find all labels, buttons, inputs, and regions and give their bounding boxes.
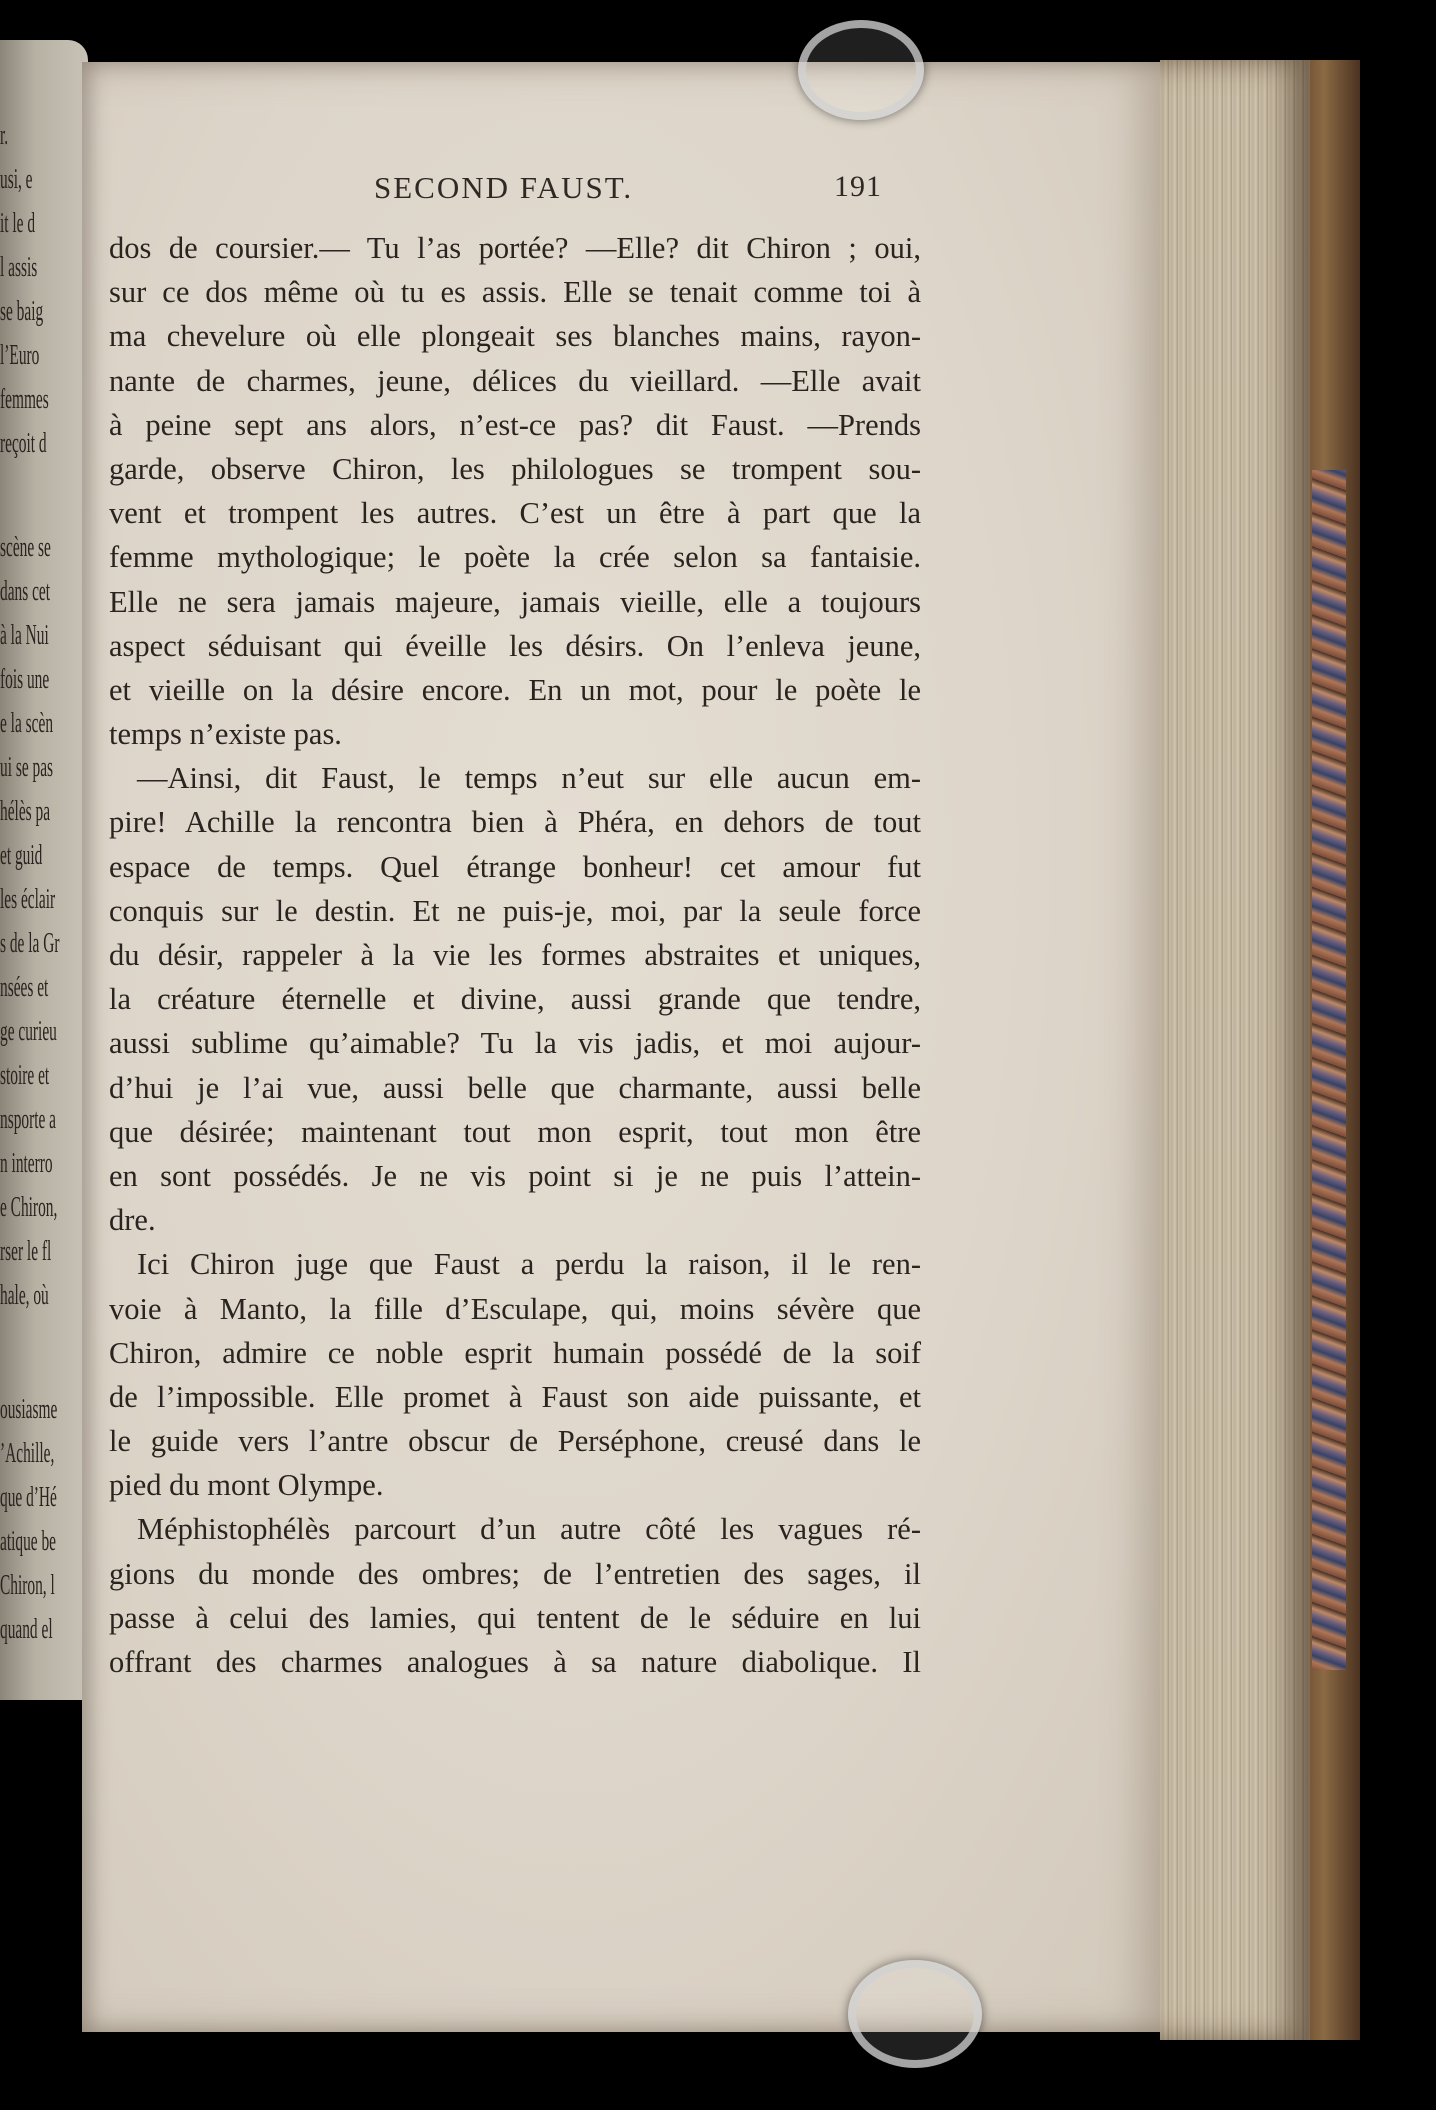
previous-page-edge — [0, 40, 88, 1700]
top-page-clip — [798, 20, 924, 120]
text-line: gions du monde des ombres; de l’entretien des sages, il — [109, 1556, 921, 1591]
previous-page-text-fragment: et guid — [0, 840, 43, 871]
text-line: d’hui je l’ai vue, aussi belle que charmante, aussi belle — [109, 1070, 921, 1105]
previous-page-text-fragment: dans cet — [0, 576, 51, 607]
previous-page-text-fragment: reçoit d — [0, 428, 47, 459]
previous-page-text-fragment: n interro — [0, 1148, 53, 1179]
text-line: pire! Achille la rencontra bien à Phéra, en dehors de tout — [109, 805, 921, 840]
text-line: dre. — [109, 1203, 156, 1238]
previous-page-text-fragment: stoire et — [0, 1060, 50, 1091]
previous-page-text-fragment: que d’Hé — [0, 1482, 57, 1513]
bottom-page-clip — [848, 1960, 982, 2068]
previous-page-text-fragment: atique be — [0, 1526, 57, 1557]
previous-page-text-fragment: ousiasme — [0, 1394, 58, 1425]
text-line: nante de charmes, jeune, délices du vieillard. —Elle avait — [109, 363, 921, 398]
text-line: —Ainsi, dit Faust, le temps n’eut sur elle aucun em- — [137, 761, 921, 796]
previous-page-text-fragment: fois une — [0, 664, 50, 695]
previous-page-text-fragment: l assis — [0, 252, 38, 283]
previous-page-text-fragment: it le d — [0, 208, 36, 239]
previous-page-text-fragment: nsporte a — [0, 1104, 57, 1135]
previous-page-text-fragment: quand el — [0, 1614, 53, 1645]
text-line: la créature éternelle et divine, aussi grande que tendre, — [109, 982, 921, 1017]
previous-page-text-fragment: se baig — [0, 296, 44, 327]
previous-page-text-fragment: usi, e — [0, 164, 33, 195]
previous-page-text-fragment: ui se pas — [0, 752, 54, 783]
previous-page-text-fragment: e Chiron, — [0, 1192, 58, 1223]
previous-page-text-fragment: à la Nui — [0, 620, 49, 651]
previous-page-text-fragment: r. — [0, 120, 9, 151]
text-line: aussi sublime qu’aimable? Tu la vis jadis, et moi aujour- — [109, 1026, 921, 1061]
previous-page-text-fragment: nsées et — [0, 972, 49, 1003]
text-line: espace de temps. Quel étrange bonheur! cet amour fut — [109, 849, 921, 884]
marbled-endpaper — [1312, 470, 1346, 1670]
text-line: en sont possédés. Je ne vis point si je ne puis l’attein- — [109, 1158, 921, 1193]
text-line: pied du mont Olympe. — [109, 1468, 384, 1503]
text-line: et vieille on la désire encore. En un mot, pour le poète le — [109, 672, 921, 707]
text-line: Ici Chiron juge que Faust a perdu la raison, il le ren- — [137, 1247, 921, 1282]
text-line: femme mythologique; le poète la crée selon sa fantaisie. — [109, 540, 921, 575]
text-line: passe à celui des lamies, qui tentent de le séduire en lui — [109, 1600, 921, 1635]
text-line: de l’impossible. Elle promet à Faust son aide puissante, et — [109, 1379, 921, 1414]
text-line: voie à Manto, la fille d’Esculape, qui, moins sévère que — [109, 1291, 921, 1326]
previous-page-text-fragment: rser le fl — [0, 1236, 52, 1267]
text-line: Méphistophélès parcourt d’un autre côté les vagues ré- — [137, 1512, 921, 1547]
page-number: 191 — [834, 170, 882, 203]
text-line: ma chevelure où elle plongeait ses blanches mains, rayon- — [109, 319, 921, 354]
page-block-edges — [1160, 60, 1310, 2040]
text-line: vent et trompent les autres. C’est un être à part que la — [109, 496, 921, 531]
text-line: conquis sur le destin. Et ne puis-je, moi, par la seule force — [109, 893, 921, 928]
text-line: Elle ne sera jamais majeure, jamais vieille, elle a toujours — [109, 584, 921, 619]
text-line: Chiron, admire ce noble esprit humain possédé de la soif — [109, 1335, 921, 1370]
running-head: SECOND FAUST. — [374, 170, 634, 205]
text-line: sur ce dos même où tu es assis. Elle se tenait comme toi à — [109, 275, 921, 310]
previous-page-text-fragment: femmes — [0, 384, 49, 415]
text-line: dos de coursier.— Tu l’as portée? —Elle? dit Chiron ; oui, — [109, 231, 921, 265]
text-line: à peine sept ans alors, n’est-ce pas? dit Faust. —Prends — [109, 407, 921, 442]
text-line: garde, observe Chiron, les philologues se trompent sou- — [109, 451, 921, 486]
text-line: que désirée; maintenant tout mon esprit, tout mon être — [109, 1114, 921, 1149]
text-line: le guide vers l’antre obscur de Perséphone, creusé dans le — [109, 1424, 921, 1459]
text-line: offrant des charmes analogues à sa nature diabolique. Il — [109, 1645, 921, 1679]
previous-page-text-fragment: Chiron, l — [0, 1570, 55, 1601]
previous-page-text-fragment: les éclair — [0, 884, 56, 915]
text-line: temps n’existe pas. — [109, 717, 342, 752]
body-text — [109, 226, 921, 1684]
text-line: du désir, rappeler à la vie les formes abstraites et uniques, — [109, 938, 921, 972]
previous-page-text-fragment: scène se — [0, 532, 51, 563]
previous-page-text-fragment: hélès pa — [0, 796, 51, 827]
previous-page-text-fragment: s de la Gr — [0, 928, 60, 959]
previous-page-text-fragment: ’Achille, — [0, 1438, 55, 1469]
previous-page-text-fragment: l’Euro — [0, 340, 40, 371]
text-line: aspect séduisant qui éveille les désirs. On l’enleva jeune, — [109, 628, 921, 663]
previous-page-text-fragment: hale, où — [0, 1280, 49, 1311]
previous-page-text-fragment: e la scèn — [0, 708, 54, 739]
previous-page-text-fragment: ge curieu — [0, 1016, 57, 1047]
